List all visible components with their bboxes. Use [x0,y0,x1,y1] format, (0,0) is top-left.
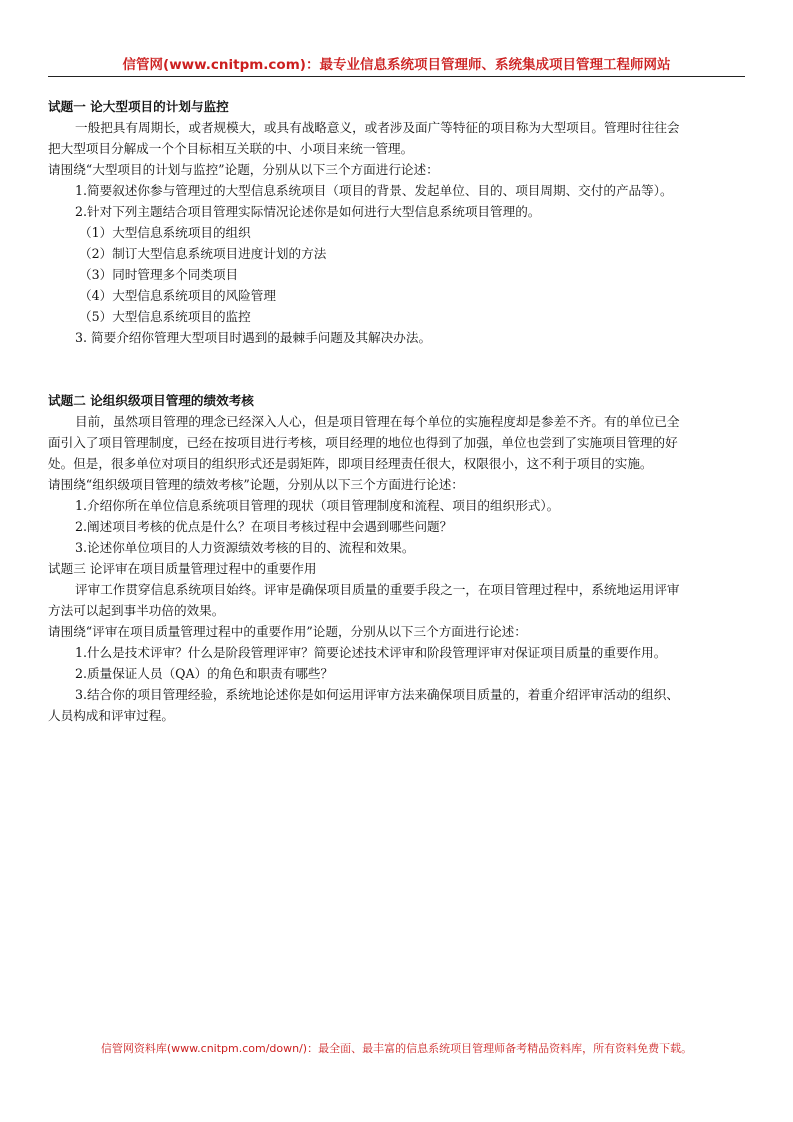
q3-lead: 请围绕“评审在项目质量管理过程中的重要作用”论题，分别从以下三个方面进行论述： [48,624,527,639]
q2-point-1: 1.介绍你所在单位信息系统项目管理的现状（项目管理制度和流程、项目的组织形式）。 [75,498,560,513]
q2-intro-line-1: 目前，虽然项目管理的理念已经深入人心，但是项目管理在每个单位的实施程度却是参差不齐。有的单位已全 [75,414,680,429]
q3-point-2: 2.质量保证人员（QA）的角色和职责有哪些？ [75,666,334,681]
q1-subpoint-4: （4）大型信息系统项目的风险管理 [79,288,276,303]
q1-intro-line-2: 把大型项目分解成一个个目标相互关联的中、小项目来统一管理。 [48,141,414,156]
q1-subpoint-1: （1）大型信息系统项目的组织 [79,225,251,240]
q2-intro-line-3: 处。但是，很多单位对项目的组织形式还是弱矩阵，即项目经理责任很大，权限很小，这不利于项目的实施。 [48,456,653,471]
q2-point-2: 2.阐述项目考核的优点是什么？在项目考核过程中会遇到哪些问题？ [75,519,453,534]
q1-point-2: 2.针对下列主题结合项目管理实际情况论述你是如何进行大型信息系统项目管理的。 [75,204,541,219]
document-body [48,96,745,726]
q1-subpoint-5: （5）大型信息系统项目的监控 [79,309,251,324]
q3-point-1: 1.什么是技术评审？什么是阶段管理评审？简要论述技术评审和阶段管理评审对保证项目质量的重要作用。 [75,645,667,660]
q2-lead: 请围绕“组织级项目管理的绩效考核”论题，分别从以下三个方面进行论述： [48,477,464,492]
q1-subpoint-3: （3）同时管理多个同类项目 [79,267,239,282]
q1-intro-line-1: 一般把具有周期长，或者规模大，或具有战略意义，或者涉及面广等特征的项目称为大型项目。管理时往往会 [75,120,680,135]
q3-point-3-line-1: 3.结合你的项目管理经验，系统地论述你是如何运用评审方法来确保项目质量的，着重介绍评审活动的组织、 [75,687,679,702]
q1-lead: 请围绕“大型项目的计划与监控”论题，分别从以下三个方面进行论述： [48,162,439,177]
q3-title: 试题三 论评审在项目质量管理过程中的重要作用 [48,561,317,576]
page-header: 信管网(www.cnitpm.com)：最专业信息系统项目管理师、系统集成项目管理工程师网站 [122,57,671,73]
q3-point-3-line-2: 人员构成和评审过程。 [48,708,174,723]
page-footer: 信管网资料库(www.cnitpm.com/down/)：最全面、最丰富的信息系统项目管理师备考精品资料库，所有资料免费下载。 [100,1042,693,1055]
header-divider [48,76,745,77]
q2-title: 试题二 论组织级项目管理的绩效考核 [48,393,254,408]
q3-intro-line-1: 评审工作贯穿信息系统项目始终。评审是确保项目质量的重要手段之一，在项目管理过程中，系统地运用评审 [75,582,680,597]
q1-subpoint-2: （2）制订大型信息系统项目进度计划的方法 [79,246,327,261]
q2-intro-line-2: 面引入了项目管理制度，已经在按项目进行考核，项目经理的地位也得到了加强，单位也尝到了实施项目管理的好 [48,435,678,450]
q1-title: 试题一 论大型项目的计划与监控 [48,99,229,114]
q1-point-3: 3. 简要介绍你管理大型项目时遇到的最棘手问题及其解决办法。 [75,330,432,345]
q2-point-3: 3.论述你单位项目的人力资源绩效考核的目的、流程和效果。 [75,540,415,555]
q3-intro-line-2: 方法可以起到事半功倍的效果。 [48,603,225,618]
q1-point-1: 1.简要叙述你参与管理过的大型信息系统项目（项目的背景、发起单位、目的、项目周期、交付的产品等）。 [75,183,673,198]
section-gap [48,348,745,390]
